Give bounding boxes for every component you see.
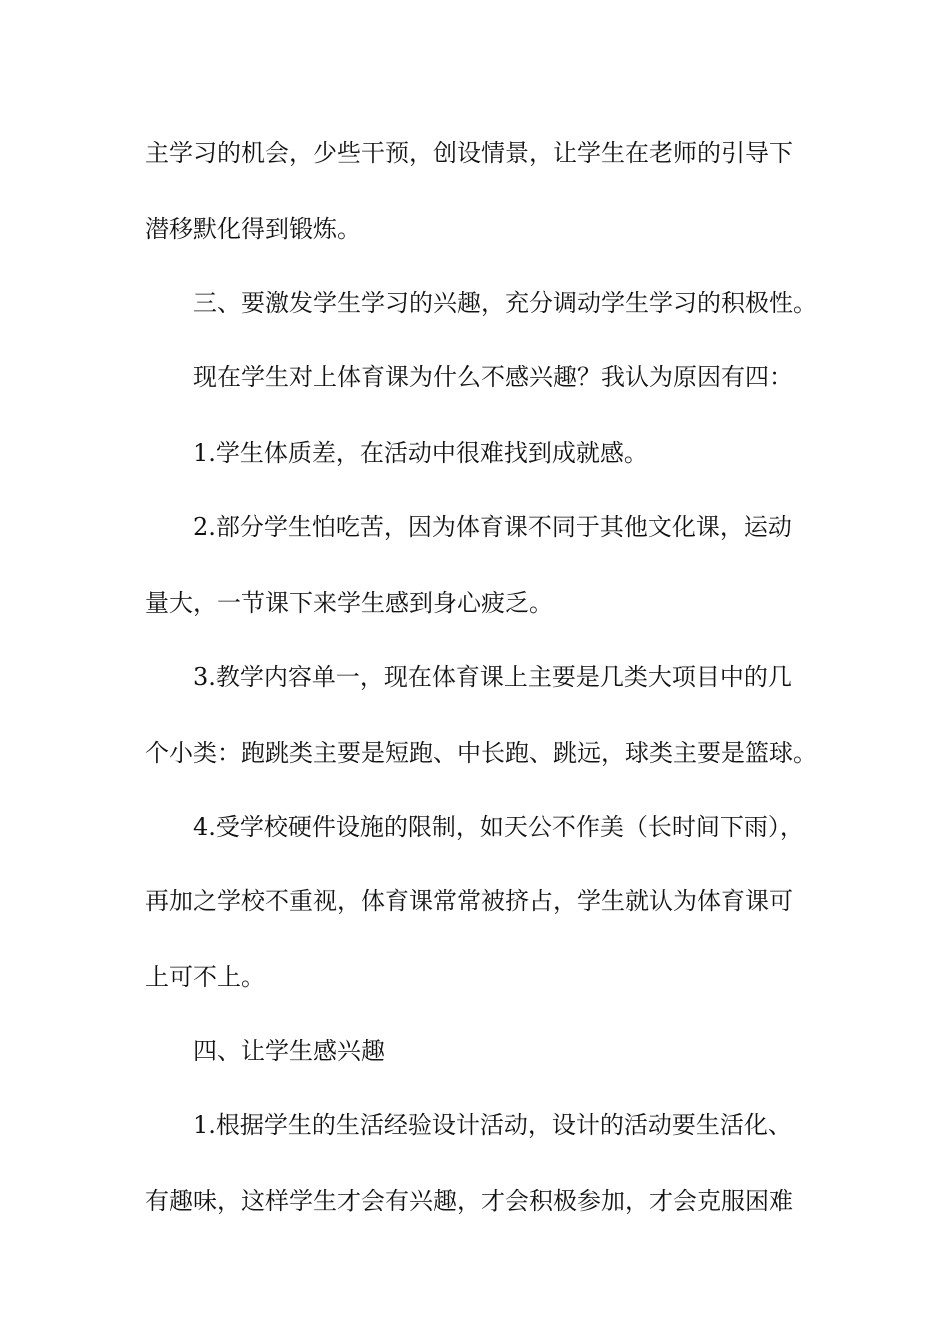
list-item-continuation: 上可不上。: [145, 963, 265, 991]
list-item: 2.部分学生怕吃苦，因为体育课不同于其他文化课，运动: [193, 513, 792, 541]
list-item-continuation: 个小类：跑跳类主要是短跑、中长跑、跳远，球类主要是篮球。: [145, 739, 817, 767]
list-item: 3.教学内容单一，现在体育课上主要是几类大项目中的几: [193, 663, 792, 691]
paragraph-line: 主学习的机会，少些干预，创设情景，让学生在老师的引导下: [145, 139, 793, 167]
section-heading: 四、让学生感兴趣: [193, 1037, 385, 1065]
list-item: 4.受学校硬件设施的限制，如天公不作美（长时间下雨），: [193, 813, 804, 841]
list-item-continuation: 有趣味，这样学生才会有兴趣，才会积极参加，才会克服困难: [145, 1187, 793, 1215]
list-item: 1.根据学生的生活经验设计活动，设计的活动要生活化、: [193, 1111, 792, 1139]
list-item: 1.学生体质差，在活动中很难找到成就感。: [193, 439, 648, 467]
paragraph-line: 现在学生对上体育课为什么不感兴趣？我认为原因有四：: [193, 363, 793, 391]
section-heading: 三、要激发学生学习的兴趣，充分调动学生学习的积极性。: [193, 289, 817, 317]
list-item-continuation: 再加之学校不重视，体育课常常被挤占，学生就认为体育课可: [145, 887, 793, 915]
paragraph-line: 潜移默化得到锻炼。: [145, 215, 361, 243]
list-item-continuation: 量大，一节课下来学生感到身心疲乏。: [145, 589, 553, 617]
